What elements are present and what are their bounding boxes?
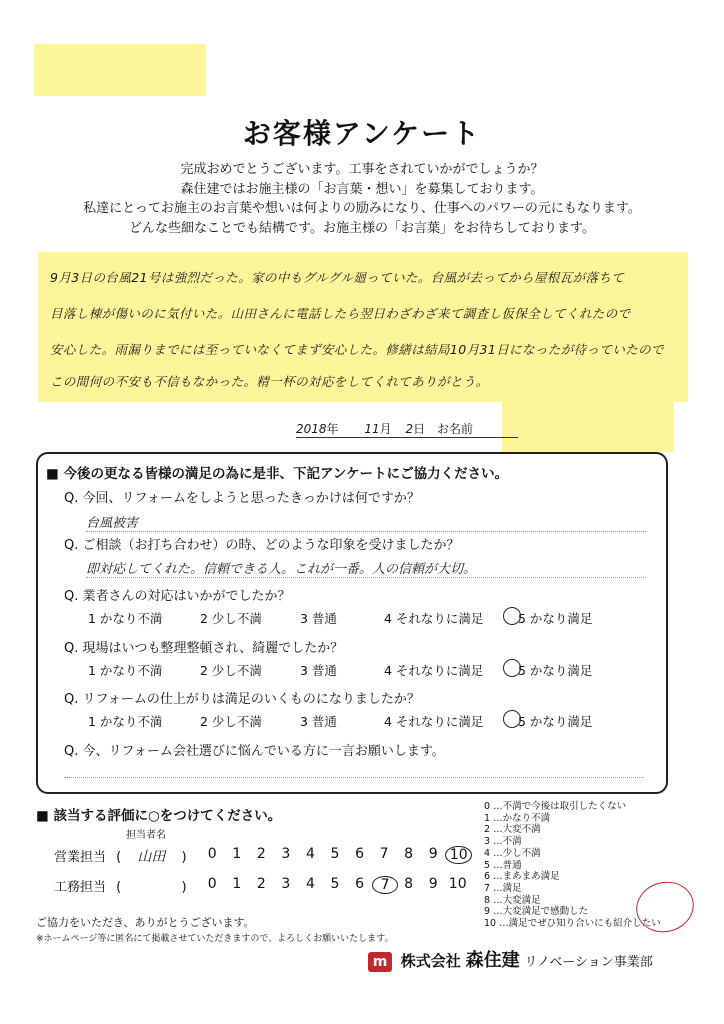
evaluation-heading: ■ 該当する評価に○をつけてください。 <box>36 808 282 824</box>
answer-1: 台風被害 <box>86 512 646 532</box>
score-option: 5 <box>330 876 340 892</box>
question-5: Q. リフォームの仕上がりは満足のいくものになりましたか？ <box>64 692 420 707</box>
legend-item: 0 …不満で今後は取引したくない <box>484 801 627 812</box>
date-month-unit: 月 <box>379 422 392 436</box>
logo-mark: m <box>368 952 392 972</box>
score-option: 6 <box>355 846 364 862</box>
intro-line: どんな些細なことでも結構です。お施主様の「お言葉」をお待ちしております。 <box>129 220 595 236</box>
answer-2: 即対応してくれた。信頼できる人。これが一番。人の信頼が大切。 <box>86 558 646 578</box>
date-year: 2018 <box>296 422 327 436</box>
score-option: 5 <box>330 846 340 862</box>
question-6: Q. 今、リフォーム会社選びに悩んでいる方に一言お願いします。 <box>64 744 445 759</box>
construction-scores <box>200 876 470 894</box>
bracket: ( <box>116 880 122 895</box>
selection-circle <box>503 659 521 677</box>
comment-line: この間何の不安も不信もなかった。精一杯の対応をしてくれてありがとう。 <box>50 374 489 389</box>
comment-line: 9月3日の台風21号は強烈だった。家の中もグルグル廻っていた。台風が去ってから屋根瓦が落ちて <box>50 270 625 285</box>
legend-item: 3 …不満 <box>484 836 522 848</box>
selection-circle <box>503 710 521 728</box>
redaction-highlight <box>34 44 206 96</box>
survey-heading: ■ 今後の更なる皆様の満足の為に是非、下記アンケートにご協力ください。 <box>46 466 509 482</box>
score-option-selected: 10 <box>445 846 472 864</box>
bracket: ) <box>181 850 187 865</box>
scale-option: 4 それなりに満足 <box>383 611 484 626</box>
legend-item: 2 …大変不満 <box>484 824 541 836</box>
comment-line: 目落し棟が傷いのに気付いた。山田さんに電話したら翌日わざわざ来て調査し仮保全してくれたので <box>50 306 631 321</box>
sales-scores <box>200 846 470 864</box>
construction-row <box>54 876 187 895</box>
bracket: ( <box>116 850 122 865</box>
date-year-unit: 年 <box>326 422 339 436</box>
thanks-text: ご協力をいただき、ありがとうございます。 <box>36 916 255 929</box>
date-day-unit: 日 <box>413 422 426 436</box>
sales-name: 山田 <box>137 849 166 865</box>
scale-option-selected: 5 かなり満足 <box>517 663 593 678</box>
intro-line: 完成おめでとうございます。工事をされていかがでしょうか？ <box>180 162 544 177</box>
question-3: Q. 業者さんの対応はいかがでしたか？ <box>64 589 291 604</box>
score-option: 4 <box>305 846 315 862</box>
date-month: 11 <box>364 422 380 436</box>
score-option: 4 <box>305 876 315 892</box>
score-option: 9 <box>428 846 438 862</box>
legend-item: 1 …かなり不満 <box>484 812 551 824</box>
legend-item: 6 …まあまあ満足 <box>484 871 560 883</box>
company-logo <box>368 946 653 972</box>
legend-item: 4 …少し不満 <box>484 847 541 859</box>
page-title: お客様アンケート <box>242 117 482 150</box>
staff-label: 担当者名 <box>126 830 166 841</box>
legend-item: 7 …満足 <box>484 882 522 894</box>
scale-option: 1 かなり不満 <box>88 611 163 626</box>
scale-option: 2 少し不満 <box>199 611 262 626</box>
intro-line: 私達にとってお施主のお言葉や想いは何よりの励みになり、仕事へのパワーの元にもなります。 <box>83 201 641 216</box>
score-option: 0 <box>207 876 217 892</box>
intro-text <box>40 160 684 238</box>
legend-item: 9 …大変満足で感動した <box>484 906 589 918</box>
question-4: Q. 現場はいつも整理整頓され、綺麗でしたか？ <box>64 641 344 656</box>
name-redaction <box>502 402 674 452</box>
answer-6-line <box>64 776 644 778</box>
score-option: 1 <box>232 876 242 892</box>
scale-option: 3 普通 <box>299 663 337 678</box>
selection-circle <box>503 607 521 625</box>
question-1: Q. 今回、リフォームをしようと思ったきっかけは何ですか？ <box>64 491 420 506</box>
scale-option: 2 少し不満 <box>199 663 262 678</box>
sales-row <box>54 846 187 866</box>
scale-option: 1 かなり不満 <box>88 663 163 678</box>
scale-option: 4 それなりに満足 <box>383 663 484 678</box>
company-prefix: 株式会社 <box>400 952 461 970</box>
score-option: 2 <box>256 846 266 862</box>
score-option: 8 <box>404 846 414 862</box>
scale-option: 4 それなりに満足 <box>383 714 484 729</box>
legend-item: 5 …普通 <box>484 859 522 871</box>
score-option: 3 <box>281 876 291 892</box>
company-name: 森住建 <box>465 950 520 971</box>
intro-line: 森住建ではお施主様の「お言葉・想い」を募集しております。 <box>180 181 544 197</box>
bracket: ) <box>181 880 187 895</box>
score-option: 7 <box>379 846 389 862</box>
score-option: 3 <box>281 846 291 862</box>
legend-item: 8 …大変満足 <box>484 894 541 906</box>
scale-option: 2 少し不満 <box>199 714 262 729</box>
date-line <box>296 420 518 438</box>
scale-option-selected: 5 かなり満足 <box>517 611 593 626</box>
construction-label: 工務担当 <box>54 880 107 895</box>
score-option: 8 <box>404 876 414 892</box>
score-option: 0 <box>207 846 217 862</box>
rating-legend <box>484 801 661 930</box>
division-name: リノベーション事業部 <box>524 955 653 970</box>
note-text: ※ホームページ等に匿名にて掲載させていただきますので、よろしくお願いいたします。 <box>36 934 394 944</box>
score-option: 2 <box>256 876 266 892</box>
score-option: 10 <box>448 876 467 892</box>
sales-label: 営業担当 <box>54 850 107 865</box>
score-option-selected: 7 <box>372 876 399 894</box>
scale-option: 3 普通 <box>299 714 337 729</box>
score-option: 9 <box>428 876 438 892</box>
question-2: Q. ご相談（お打ち合わせ）の時、どのような印象を受けましたか？ <box>64 538 460 553</box>
score-option: 1 <box>232 846 242 862</box>
comment-line: 安心した。雨漏りまでには至っていなくてまず安心した。修繕は結局10月31日になったが待っていたので <box>50 342 664 357</box>
legend-item: 10 …満足でぜひ知り合いにも紹介したい <box>484 918 661 930</box>
scale-option: 1 かなり不満 <box>88 714 163 729</box>
score-option: 6 <box>355 876 364 892</box>
date-day: 2 <box>405 422 414 436</box>
scale-option: 3 普通 <box>299 611 337 626</box>
scale-option-selected: 5 かなり満足 <box>517 714 593 729</box>
name-label: お名前 <box>437 422 474 436</box>
